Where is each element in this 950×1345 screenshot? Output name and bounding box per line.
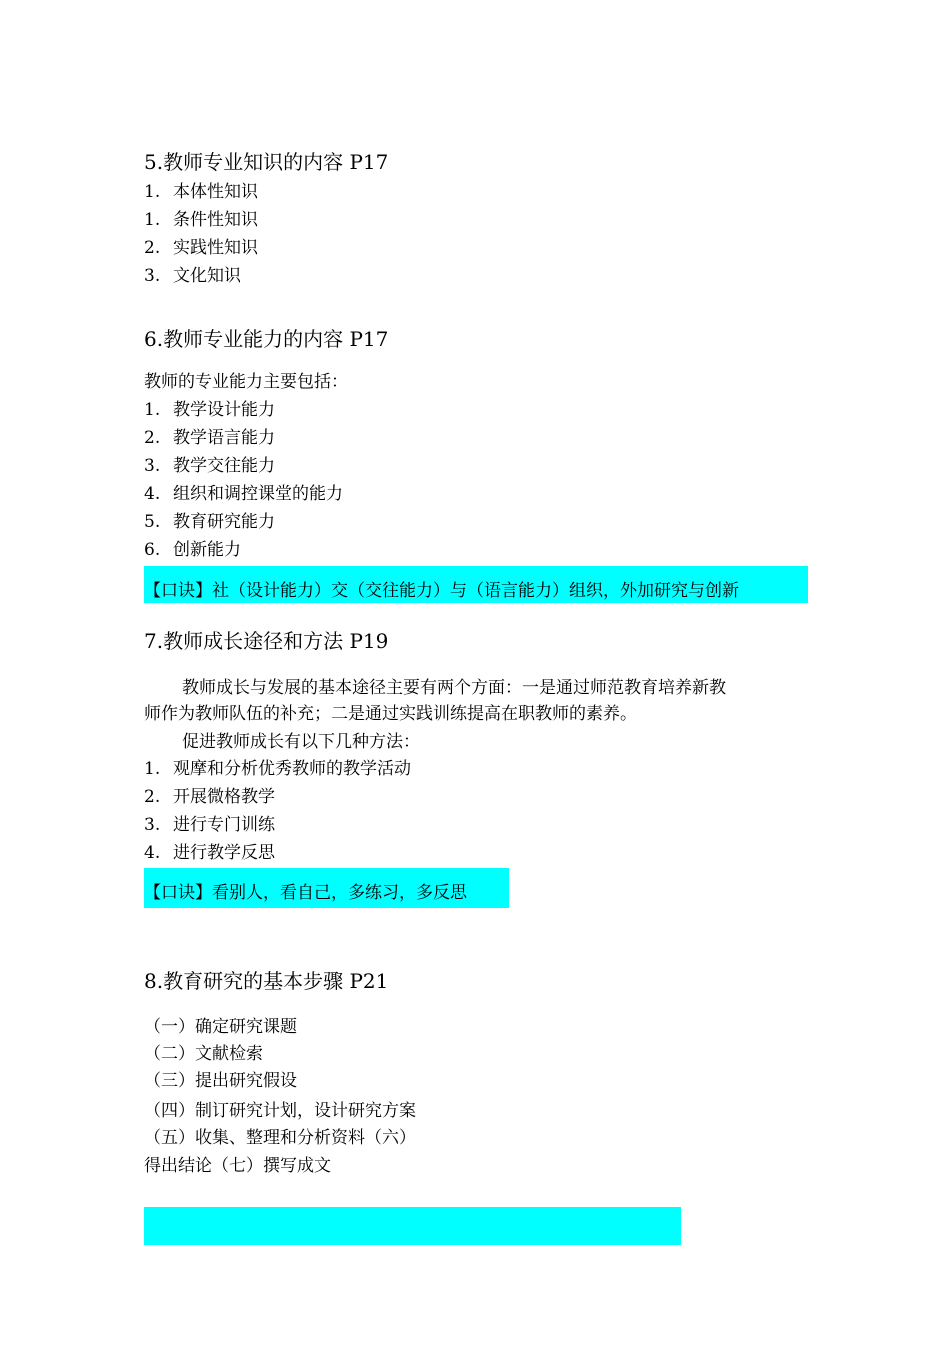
section-5-title: 5.教师专业知识的内容 P17 (144, 150, 389, 174)
list-item: 4. 进行教学反思 (144, 843, 275, 863)
section-6-title: 6.教师专业能力的内容 P17 (144, 327, 389, 351)
list-item: 2. 实践性知识 (144, 238, 258, 258)
mnemonic-text: 【口诀】社（设计能力）交（交往能力）与（语言能力）组织，外加研究与创新 (144, 581, 739, 601)
methods-intro: 促进教师成长有以下几种方法： (182, 732, 420, 752)
step-line: （五）收集、整理和分析资料（六） (144, 1128, 416, 1148)
list-item: 6. 创新能力 (144, 540, 241, 560)
mnemonic-highlight (144, 566, 808, 603)
list-item: 1. 教学设计能力 (144, 400, 275, 420)
list-item: 3. 教学交往能力 (144, 456, 275, 476)
list-item: 1. 本体性知识 (144, 182, 258, 202)
list-item: 2. 教学语言能力 (144, 428, 275, 448)
step-line: 得出结论（七）撰写成文 (144, 1156, 331, 1176)
list-item: 3. 文化知识 (144, 266, 241, 286)
section-6-intro: 教师的专业能力主要包括： (144, 372, 348, 392)
section-8-title: 8.教育研究的基本步骤 P21 (144, 969, 389, 993)
mnemonic-highlight (144, 868, 509, 908)
step-line: （四）制订研究计划，设计研究方案 (144, 1101, 416, 1121)
list-item: 4. 组织和调控课堂的能力 (144, 484, 343, 504)
mnemonic-text: 【口诀】看别人，看自己，多练习，多反思 (144, 883, 467, 903)
paragraph-line: 师作为教师队伍的补充；二是通过实践训练提高在职教师的素养。 (144, 704, 637, 724)
list-item: 2. 开展微格教学 (144, 787, 275, 807)
section-7-title: 7.教师成长途径和方法 P19 (144, 629, 389, 653)
step-line: （三）提出研究假设 (144, 1071, 297, 1091)
paragraph-line: 教师成长与发展的基本途径主要有两个方面：一是通过师范教育培养新教 (182, 678, 726, 698)
list-item: 1. 观摩和分析优秀教师的教学活动 (144, 759, 411, 779)
step-line: （二）文献检索 (144, 1044, 263, 1064)
empty-highlight-block (144, 1207, 681, 1245)
list-item: 5. 教育研究能力 (144, 512, 275, 532)
step-line: （一）确定研究课题 (144, 1017, 297, 1037)
list-item: 3. 进行专门训练 (144, 815, 275, 835)
list-item: 1. 条件性知识 (144, 210, 258, 230)
